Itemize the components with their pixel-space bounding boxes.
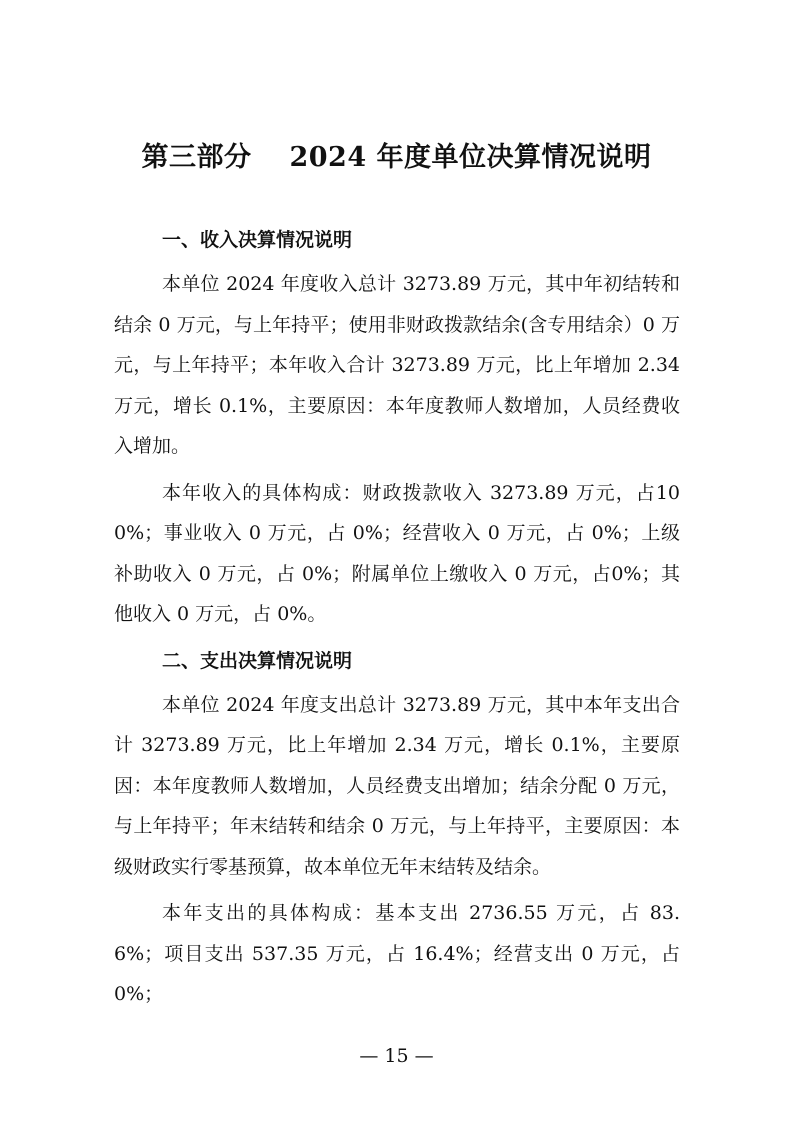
title-part: 第三部分: [141, 142, 252, 173]
section-heading-expenditure: 二、支出决算情况说明: [162, 649, 353, 672]
paragraph-income-summary: 本单位 2024 年度收入总计 3273.89 万元，其中年初结转和结余 0 万元，与上年持平；使用非财政拨款结余(含专用结余）0 万元，与上年持平；本年收入合计 3273.89 万元，比上年增加 2.34 万元，增长 0.1%，主要原因：本年度教师人数增加，人员经费收入增加。: [114, 273, 680, 457]
section-heading-income: 一、收入决算情况说明: [162, 229, 353, 251]
page-number: — 15 —: [359, 1045, 434, 1067]
page-title: [0, 138, 793, 178]
paragraph-income-composition: 本年收入的具体构成：财政拨款收入 3273.89 万元，占100%；事业收入 0 万元，占 0%；经营收入 0 万元，占 0%；上级补助收入 0 万元，占 0%；附属单位上缴收入 0 万元，占0%；其他收入 0 万元，占 0%。: [114, 481, 680, 625]
paragraph-expenditure-composition: 本年支出的具体构成：基本支出 2736.55 万元，占 83.6%；项目支出 537.35 万元，占 16.4%；经营支出 0 万元，占 0%；: [114, 902, 680, 1005]
title-main: 2024 年度单位决算情况说明: [289, 142, 652, 173]
document-body: [114, 220, 680, 1015]
paragraph-expenditure-summary: 本单位 2024 年度支出总计 3273.89 万元，其中本年支出合计 3273.89 万元，比上年增加 2.34 万元，增长 0.1%，主要原因：本年度教师人数增加，人员经费支出增加；结余分配 0 万元，与上年持平；年末结转和结余 0 万元，与上年持平，主要原因：本级财政实行零基预算，故本单位无年末结转及结余。: [114, 693, 680, 878]
